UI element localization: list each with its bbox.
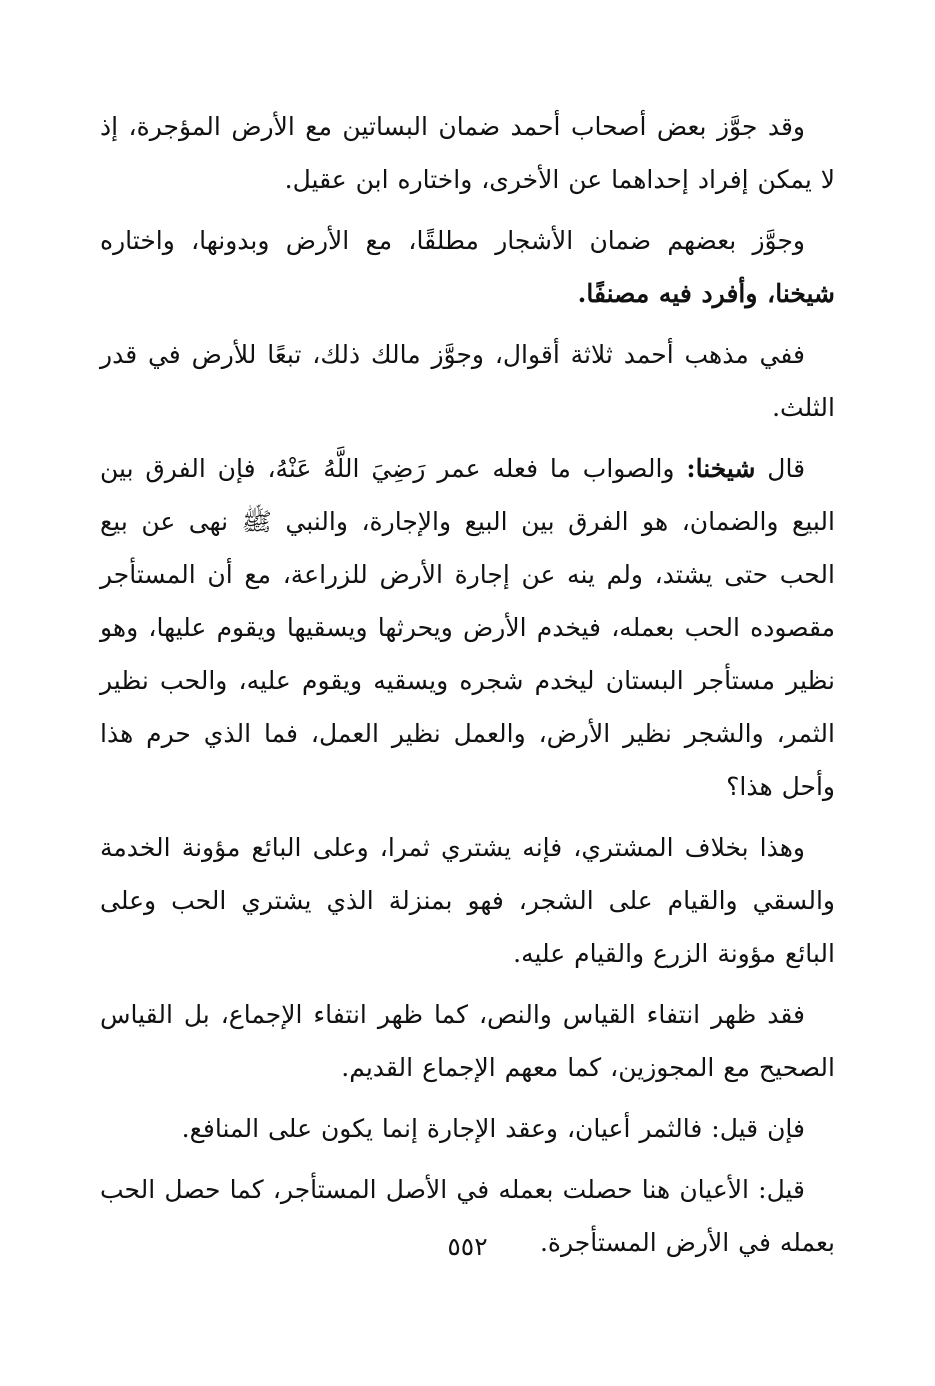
paragraph-4-lead: قال [767,454,806,483]
paragraph-6-text: فقد ظهر انتفاء القياس والنص، كما ظهر انتفاء الإجماع، بل القياس الصحيح مع المجوزين، كما معهم الإجماع القديم. [100,1000,835,1082]
paragraph-3 [100,328,835,434]
paragraph-8-text: قيل: الأعيان هنا حصلت بعمله في الأصل المستأجر، كما حصل الحب بعمله في الأرض المستأجرة. [100,1175,835,1257]
paragraph-1-text: وقد جوَّز بعض أصحاب أحمد ضمان البساتين مع الأرض المؤجرة، إذ لا يمكن إفراد إحداهما عن الأخرى، واختاره ابن عقيل. [100,112,835,194]
paragraph-1 [100,100,835,206]
paragraph-3-text: ففي مذهب أحمد ثلاثة أقوال، وجوَّز مالك ذلك، تبعًا للأرض في قدر الثلث. [100,340,835,422]
paragraph-4 [100,442,835,813]
paragraph-7 [100,1102,835,1155]
paragraph-2 [100,214,835,320]
paragraph-4-text: والصواب ما فعله عمر رَضِيَ اللَّهُ عَنْهُ، فإن الفرق بين البيع والضمان، هو الفرق بين البيع والإجارة، والنبي ﷺ نهى عن بيع الحب حتى يشتد، ولم ينه عن إجارة الأرض للزراعة، مع أن المستأجر مقصوده الحب بعمله، فيخدم الأرض ويحرثها ويسقيها ويقوم عليها، وهو نظير مستأجر البستان ليخدم شجره ويسقيه ويقوم عليه، والحب نظير الثمر، والشجر نظير الأرض، والعمل نظير العمل، فما الذي حرم هذا وأحل هذا؟ [100,454,835,801]
paragraph-2-bold-text: شيخنا، وأفرد فيه مصنفًا. [577,279,835,308]
paragraph-7-text: فإن قيل: فالثمر أعيان، وعقد الإجارة إنما يكون على المنافع. [181,1114,805,1143]
paragraph-6 [100,988,835,1094]
paragraph-2-text: وجوَّز بعضهم ضمان الأشجار مطلقًا، مع الأرض وبدونها، واختاره [100,226,805,255]
paragraph-5-text: وهذا بخلاف المشتري، فإنه يشتري ثمرا، وعلى البائع مؤونة الخدمة والسقي والقيام على الشجر، فهو بمنزلة الذي يشتري الحب وعلى البائع مؤونة الزرع والقيام عليه. [100,833,835,968]
page-body [100,100,835,1269]
paragraph-4-bold-text: شيخنا: [686,454,756,483]
paragraph-5 [100,821,835,980]
page-number: ٥٥٢ [447,1232,488,1261]
